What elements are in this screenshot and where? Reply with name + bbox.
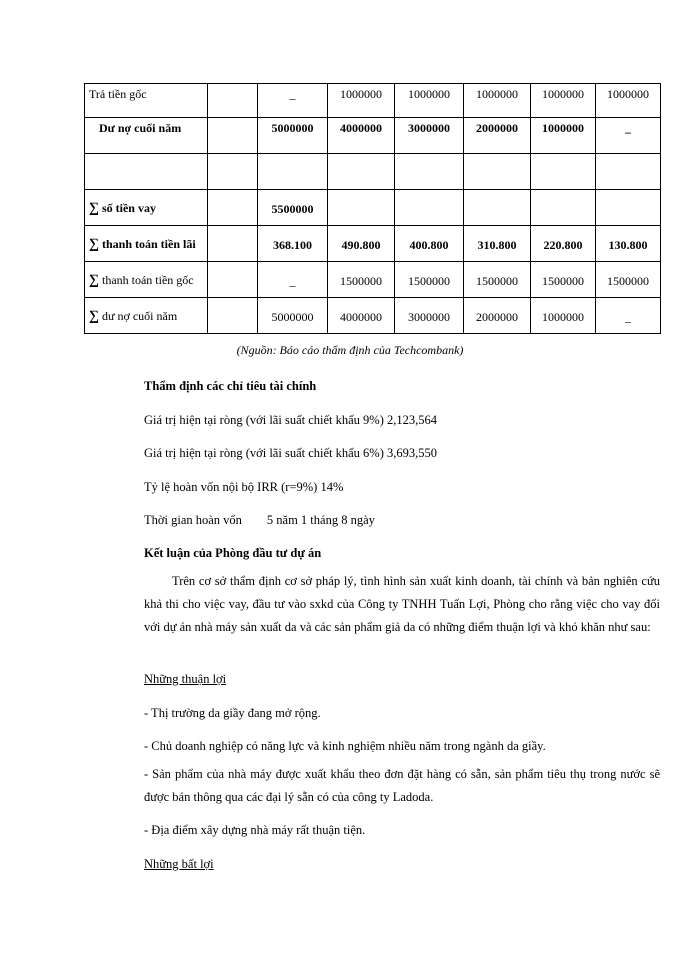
advantage-item: - Chủ doanh nghiệp có năng lực và kinh nghiệm nhiều năm trong ngành da giầy.: [144, 739, 546, 753]
table-cell: 5500000: [258, 190, 328, 226]
table-cell: 1000000: [395, 84, 464, 118]
blank-cell: [208, 154, 258, 190]
table-cell: [328, 190, 395, 226]
table-cell: 1000000: [531, 84, 596, 118]
blank-cell: [208, 262, 258, 298]
table-cell: 400.800: [395, 226, 464, 262]
table-cell: 3000000: [395, 118, 464, 154]
row-label: Trả tiền gốc: [85, 84, 208, 118]
advantage-item: - Thị trường da giầy đang mở rộng.: [144, 706, 321, 720]
table-row: [85, 298, 661, 334]
table-cell: 1500000: [328, 262, 395, 298]
row-label: ∑ dư nợ cuối năm: [85, 298, 208, 334]
table-row: [85, 154, 661, 190]
table-cell: 5000000: [258, 298, 328, 334]
advantages-heading: Những thuận lợi: [144, 672, 227, 686]
table-cell: 2000000: [464, 298, 531, 334]
blank-cell: [208, 190, 258, 226]
table-cell: [395, 154, 464, 190]
table-row: [85, 118, 661, 154]
sigma-icon: ∑: [89, 237, 99, 252]
section-heading-conclusion: Kết luận của Phòng đầu tư dự án: [144, 546, 322, 560]
payback-line: Thời gian hoàn vốn 5 năm 1 tháng 8 ngày: [144, 513, 375, 527]
table-cell: _: [258, 262, 328, 298]
source-caption: (Nguồn: Báo cáo thẩm định của Techcombank): [236, 343, 464, 357]
table-cell: 1000000: [328, 84, 395, 118]
table-cell: 4000000: [328, 118, 395, 154]
table-cell: 2000000: [464, 118, 531, 154]
table-row: [85, 226, 661, 262]
table-cell: [464, 190, 531, 226]
table-cell: _: [596, 118, 661, 154]
advantage-item: - Sản phẩm của nhà máy được xuất khẩu theo đơn đặt hàng có sẵn, sản phẩm tiêu thụ trong nước sẽ được bán thông qua các đại lý sẵn có của công ty Ladoda.: [144, 767, 660, 804]
sigma-icon: ∑: [89, 201, 99, 216]
table-cell: [531, 154, 596, 190]
conclusion-intro: Trên cơ sở thẩm định cơ sở pháp lý, tình hình sản xuất kinh doanh, tài chính và bản nghiên cứu khả thi cho việc vay, đầu tư vào sxkd của Công ty TNHH Tuấn Lợi, Phòng cho rằng việc cho vay đối với dự án nhà máy sản xuất da và các sản phẩm giả da có những điểm thuận lợi và khó khăn như sau:: [144, 574, 660, 634]
row-label: ∑ số tiền vay: [85, 190, 208, 226]
blank-cell: [208, 118, 258, 154]
blank-cell: [208, 84, 258, 118]
table-cell: 3000000: [395, 298, 464, 334]
table-cell: [531, 190, 596, 226]
row-label: Dư nợ cuối năm: [85, 118, 208, 154]
table-cell: 1000000: [464, 84, 531, 118]
table-cell: 4000000: [328, 298, 395, 334]
table-cell: _: [258, 84, 328, 118]
table-row: [85, 262, 661, 298]
table-cell: 5000000: [258, 118, 328, 154]
table-cell: [596, 154, 661, 190]
table-cell: 368.100: [258, 226, 328, 262]
table-cell: 1000000: [596, 84, 661, 118]
table-row: [85, 84, 661, 118]
npv-9-line: Giá trị hiện tại ròng (với lãi suất chiết khấu 9%) 2,123,564: [144, 413, 437, 427]
table-cell: 1500000: [464, 262, 531, 298]
table-cell: [464, 154, 531, 190]
table-cell: 1500000: [395, 262, 464, 298]
irr-line: Tỷ lệ hoàn vốn nội bộ IRR (r=9%) 14%: [144, 480, 344, 494]
blank-cell: [208, 298, 258, 334]
npv-6-line: Giá trị hiện tại ròng (với lãi suất chiết khấu 6%) 3,693,550: [144, 446, 437, 460]
table-cell: 1500000: [596, 262, 661, 298]
sigma-icon: ∑: [89, 309, 99, 324]
section-heading-financial: Thẩm định các chỉ tiêu tài chính: [144, 379, 317, 393]
row-label: ∑ thanh toán tiền lãi: [85, 226, 208, 262]
table-cell: 490.800: [328, 226, 395, 262]
advantage-item: - Địa điểm xây dựng nhà máy rất thuận tiện.: [144, 823, 366, 837]
repayment-table: [84, 83, 661, 334]
table-cell: 1000000: [531, 298, 596, 334]
disadvantages-heading: Những bất lợi: [144, 857, 214, 871]
blank-cell: [208, 226, 258, 262]
table-cell: [395, 190, 464, 226]
table-cell: [596, 190, 661, 226]
row-label: ∑ thanh toán tiền gốc: [85, 262, 208, 298]
table-cell: [328, 154, 395, 190]
table-cell: [258, 154, 328, 190]
row-label: [85, 154, 208, 190]
table-cell: 310.800: [464, 226, 531, 262]
table-cell: 130.800: [596, 226, 661, 262]
table-cell: 1500000: [531, 262, 596, 298]
table-cell: 1000000: [531, 118, 596, 154]
sigma-icon: ∑: [89, 273, 99, 288]
table-cell: 220.800: [531, 226, 596, 262]
table-cell: _: [596, 298, 661, 334]
table-row: [85, 190, 661, 226]
